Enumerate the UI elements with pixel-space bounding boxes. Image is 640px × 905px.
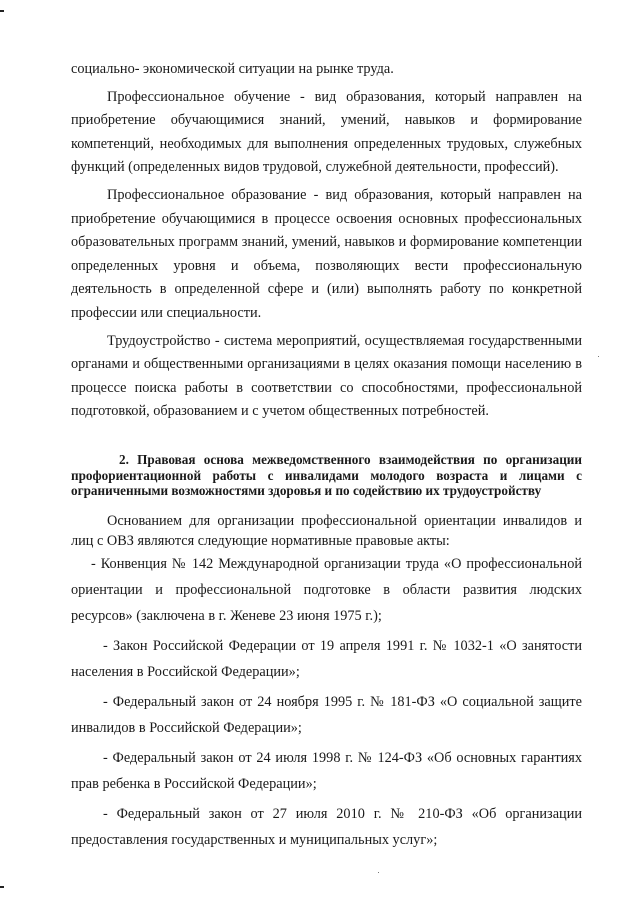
legal-act-item: - Конвенция № 142 Международной организации труда «О профессиональной ориентации и профессиональной подготовке в области развития людских ресурсов» (заключена в г. Женеве 23 июня 1975 г.); [71,555,582,624]
legal-act-item: - Федеральный закон от 27 июля 2010 г. № 210-ФЗ «Об организации предоставления государственных и муниципальных услуг»; [71,805,582,848]
document-page [71,50,582,853]
section-intro: Основанием для организации профессиональной ориентации инвалидов и лиц с ОВЗ являются следующие нормативные правовые акты: [71,512,582,549]
legal-act-item: - Федеральный закон от 24 июля 1998 г. № 124-ФЗ «Об основных гарантиях прав ребенка в Российской Федерации»; [71,749,582,792]
paragraph-continuation: социально- экономической ситуации на рынке труда. [71,61,394,77]
paragraph-employment: Трудоустройство - система мероприятий, осуществляемая государственными органами и общественными организациями в целях оказания помощи населению в процессе поиска работы в соответствии со способностями, профессиональной подготовкой, образованием и с учетом общественных потребностей. [71,332,582,420]
scan-margin-mark [0,886,4,888]
paragraph-professional-training: Профессиональное обучение - вид образования, который направлен на приобретение обучающимися знаний, умений, навыков и формирование компетенций, необходимых для выполнения определенных трудовых, служебных функций (определенных видов трудовой, служебной деятельности, профессий). [71,88,582,176]
legal-act-item: - Федеральный закон от 24 ноября 1995 г. № 181-ФЗ «О социальной защите инвалидов в Российской Федерации»; [71,693,582,736]
scan-speck [598,356,599,357]
legal-act-item: - Закон Российской Федерации от 19 апреля 1991 г. № 1032-1 «О занятости населения в Российской Федерации»; [71,637,582,680]
section-heading: 2. Правовая основа межведомственного взаимодействия по организации профориентационной работы с инвалидами молодого возраста и лицами с ограниченными возможностями здоровья и по содействию их трудоустройству [71,451,582,499]
paragraph-professional-education: Профессиональное образование - вид образования, который направлен на приобретение обучающимися в процессе освоения основных профессиональных образовательных программ знаний, умений, навыков и формирование компетенции определенных уровня и объема, позволяющих вести профессиональную деятельность в определенной сфере и (или) выполнять работу по конкретной профессии или специальности. [71,186,582,321]
scan-speck [378,872,379,873]
scan-margin-mark [0,10,4,12]
